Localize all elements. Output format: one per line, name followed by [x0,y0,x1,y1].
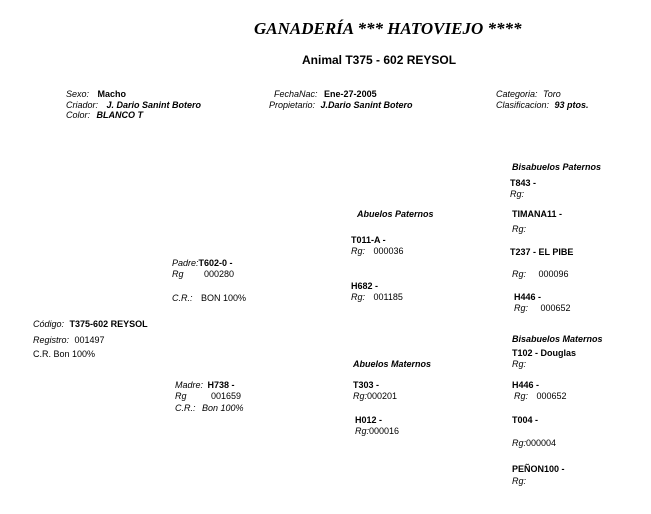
color-row [66,110,143,120]
abuelo-paterno-2-rg-label: Rg: [351,292,366,302]
madre-label: Madre: [175,380,204,390]
bisabuelo-paterno-1-name: T843 - [510,178,537,188]
abuelo-materno-1-rg [353,391,397,401]
propietario-value: J.Dario Sanint Botero [320,100,413,110]
abuelo-paterno-2-rg [351,292,403,302]
criador-value: J. Dario Sanint Botero [106,100,202,110]
padre-rg-label: Rg [172,269,184,279]
fechanac-value: Ene-27-2005 [324,89,377,99]
sexo-label: Sexo: [66,89,90,99]
bisabuelo-materno-3-name: T004 - [512,415,539,425]
bisabuelo-materno-2-rg-value: 000652 [536,391,567,401]
criador-label: Criador: [66,100,99,110]
categoria-value: Toro [543,89,561,99]
abuelo-paterno-1-name: T011-A - [351,235,386,245]
fechanac-row [274,89,377,99]
padre-cr-row [172,293,246,303]
padre-rg-row [172,269,234,279]
bisabuelo-materno-3-rg [512,438,556,448]
madre-rg-value: 001659 [211,391,242,401]
bisabuelo-materno-4-rg-label: Rg: [512,476,527,486]
madre-name: H738 - [207,380,235,390]
codigo-label: Código: [33,319,65,329]
abuelo-materno-1-rg-value: 000201 [367,391,398,401]
padre-name: T602-0 - [198,258,233,268]
categoria-row [496,89,561,99]
bisabuelo-paterno-3-rg-value: 000096 [538,269,569,279]
abuelos-maternos-title: Abuelos Maternos [353,359,432,369]
abuelo-materno-2-rg-label: Rg: [355,426,370,436]
bisabuelo-materno-3-rg-value: 000004 [526,438,557,448]
bisabuelo-paterno-2-rg-label: Rg: [512,224,527,234]
bisabuelo-paterno-2-rg [512,224,526,234]
abuelo-paterno-2-name: H682 - [351,281,379,291]
codigo-row [33,319,148,329]
codigo-value: T375-602 REYSOL [69,319,148,329]
bisabuelo-paterno-4-name: H446 - [514,292,542,302]
bisabuelo-paterno-1-rg [510,189,524,199]
bisabuelo-materno-4-rg [512,476,526,486]
madre-rg-row [175,391,241,401]
fechanac-label: FechaNac: [274,89,318,99]
registro-value: 001497 [74,335,105,345]
padre-rg-value: 000280 [204,269,235,279]
bisabuelos-paternos-title: Bisabuelos Paternos [512,162,602,172]
bisabuelo-paterno-1-rg-label: Rg: [510,189,525,199]
clasificacion-row [496,100,589,110]
abuelo-materno-1-rg-label: Rg: [353,391,368,401]
madre-cr-value: Bon 100% [202,403,244,413]
clasificacion-label: Clasificacion: [496,100,550,110]
padre-cr-value: BON 100% [201,293,247,303]
bisabuelo-paterno-3-rg [512,269,569,279]
animal-heading: Animal T375 - 602 REYSOL [302,53,457,67]
abuelo-paterno-1-rg [351,246,404,256]
bisabuelo-materno-1-name: T102 - Douglas [512,348,577,358]
bisabuelo-paterno-4-rg-value: 000652 [540,303,571,313]
page-title: GANADERÍA *** HATOVIEJO **** [254,19,522,38]
categoria-label: Categoria: [496,89,538,99]
sexo-row [66,89,126,99]
bisabuelos-maternos-title: Bisabuelos Maternos [512,334,603,344]
registro-label: Registro: [33,335,70,345]
padre-cr-label: C.R.: [172,293,193,303]
bisabuelo-paterno-3-name: T237 - EL PIBE [510,247,574,257]
bisabuelo-materno-2-name: H446 - [512,380,540,390]
abuelo-materno-1-name: T303 - [353,380,380,390]
bisabuelo-paterno-4-rg-label: Rg: [514,303,529,313]
bisabuelo-paterno-4-rg [514,303,571,313]
criador-row [66,100,201,110]
registro-row [33,335,105,345]
color-label: Color: [66,110,91,120]
bisabuelo-paterno-2-name: TIMANA11 - [512,209,563,219]
bisabuelo-materno-1-rg [512,359,526,369]
abuelo-materno-2-name: H012 - [355,415,383,425]
madre-row [175,380,235,390]
animal-cr: C.R. Bon 100% [33,349,96,359]
bisabuelo-materno-1-rg-label: Rg: [512,359,527,369]
abuelo-materno-2-rg-value: 000016 [369,426,400,436]
bisabuelo-materno-3-rg-label: Rg: [512,438,527,448]
abuelo-paterno-2-rg-value: 001185 [373,292,403,302]
bisabuelo-materno-2-rg-label: Rg: [514,391,529,401]
clasificacion-value: 93 ptos. [554,100,589,110]
bisabuelo-paterno-3-rg-label: Rg: [512,269,527,279]
propietario-row [269,100,413,110]
abuelo-paterno-1-rg-label: Rg: [351,246,366,256]
abuelo-paterno-1-rg-value: 000036 [373,246,404,256]
sexo-value: Macho [97,89,127,99]
padre-row [172,258,233,268]
abuelos-paternos-title: Abuelos Paternos [357,209,434,219]
bisabuelo-materno-2-rg [514,391,567,401]
color-value: BLANCO T [96,110,144,120]
padre-label: Padre: [172,258,199,268]
madre-rg-label: Rg [175,391,187,401]
bisabuelo-materno-4-name: PEÑON100 - [512,464,565,474]
propietario-label: Propietario: [269,100,316,110]
abuelo-materno-2-rg [355,426,399,436]
madre-cr-label: C.R.: [175,403,196,413]
madre-cr-row [175,403,244,413]
